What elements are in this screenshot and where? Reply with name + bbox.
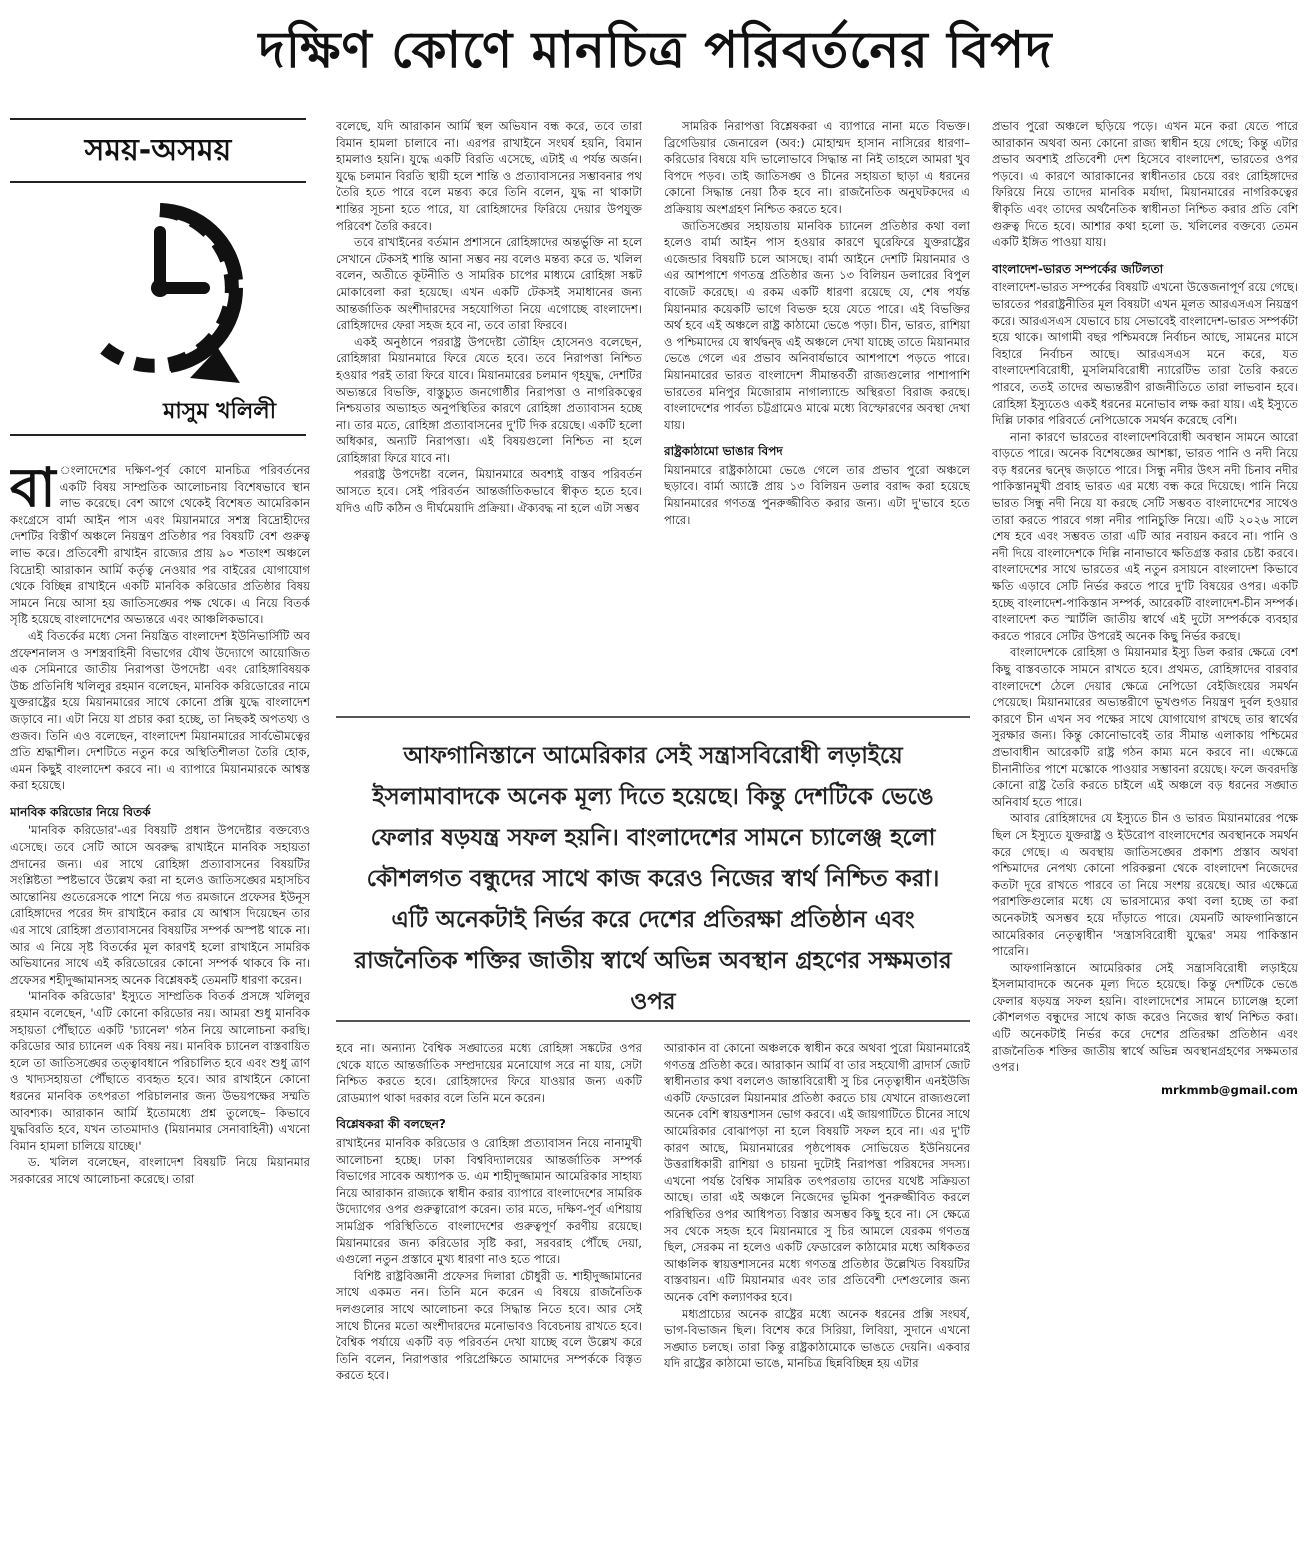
paragraph: ংলাদেশের দক্ষিণ-পূর্ব কোণে মানচিত্র পরিবর্তনের একটি বিষয় সাম্প্রতিক আলোচনায় বিশেষভাবে স্থান লাভ করেছে। বেশ আগে থেকেই বিশেষত আমেরিকান কংগ্রেসে বার্মা আইন পাস এবং মিয়ানমারে সশস্ত্র বিদ্রোহীদের দেশটির বিস্তীর্ণ অঞ্চলে নিয়ন্ত্রণ প্রতিষ্ঠার পর বিষয়টি বেশ গুরুত্ব লাভ করে। প্রতিবেশী রাখাইন রাজ্যের প্রায় ৯০ শতাংশ অঞ্চলে বিদ্রোহী আরাকান আর্মি কর্তৃত্ব নেওয়ার পর বাইরের যোগাযোগ থেকে বিচ্ছিন্ন রাখাইনে একটি মানবিক করিডোর প্রতিষ্ঠার বিষয় সামনে নিয়ে আসা হয় জাতিসঙ্ঘের পক্ষ থেকে। এ নিয়ে বিতর্ক সৃষ্টি হয়েছে বাংলাদেশের অভ্যন্তরে এবং আঞ্চলিকভাবে। bbox=[10, 463, 310, 627]
column-3 bbox=[664, 118, 970, 704]
column-2 bbox=[336, 118, 642, 704]
paragraph: বাংলাদেশ-ভারত সম্পর্কের বিষয়টি এখনো উত্তেজনাপূর্ণ রয়ে গেছে। ভারতের পররাষ্ট্রনীতির মূল বিষয়টা এখন মূলত আরএসএস নিয়ন্ত্রণ করে। আরএসএস যেভাবে চায় সেভাবেই বাংলাদেশ-ভারত সম্পর্কটা হয়ে থাকে। আগামী বছর পশ্চিমবঙ্গে নির্বাচন আছে, সামনের মাসে বিহারে নির্বাচন আছে। আরএসএস মনে করে, যত বাংলাদেশবিরোধী, মুসলিমবিরোধী ন্যারেটিভ তারা তৈরি করতে পারবে, ততই তাদের অভ্যন্তরীণ রাজনীতিতে তারা লাভবান হবে। রোহিঙ্গা ইস্যুতেও একই ধরনের মনোভাব লক্ষ করা যায়। এই ইস্যুতে দিল্লি ঢাকার পরিবর্তে নেপিডোকে সমর্থন করেছে বেশি। bbox=[992, 280, 1298, 428]
author-name: মাসুম খলিলী bbox=[163, 399, 276, 424]
subheading: বিশ্লেষকরা কী বলছেন? bbox=[336, 1117, 446, 1132]
author-email: mrkmmb@gmail.com bbox=[1160, 1082, 1298, 1097]
paragraph: এই বিতর্কের মধ্যে সেনা নিয়ন্ত্রিত বাংলাদেশ ইউনিভার্সিটি অব প্রফেশনালস ও সশস্ত্রবাহিনী বিভাগের যৌথ উদ্যোগে আয়োজিত এক সেমিনারে জাতীয় নিরাপত্তা উপদেষ্টা এবং রোহিঙ্গাবিষয়ক উচ্চ প্রতিনিধি খলিলুর রহমান বলেছেন, মানবিক করিডোরের নামে যুক্তরাষ্ট্রের হয়ে মিয়ানমারের সাথে কোনো প্রক্সি যুদ্ধে বাংলাদেশ জড়াবে না। এটা নিয়ে যা প্রচার করা হচ্ছে, তা নিছকই অপতথ্য ও গুজব। তিনি এও বলেছেন, বাংলাদেশ মিয়ানমারের সার্বভৌমত্বের প্রতি শ্রদ্ধাশীল। দেশটিতে নতুন করে অস্থিতিশীলতা তৈরি হোক, এমন কিছুই বাংলাদেশ করবে না। এ ব্যাপারে মিয়ানমারকে আশ্বস্ত করা হয়েছে। bbox=[10, 628, 310, 793]
subheading: রাষ্ট্রকাঠামো ভাঙার বিপদ bbox=[664, 444, 783, 459]
paragraph: পররাষ্ট্র উপদেষ্টা বলেন, মিয়ানমারে অবশ্যই বাস্তব পরিবর্তন আসতে হবে। সেই পরিবর্তন আন্তর্জাতিকভাবে স্বীকৃত হতে হবে। যদিও এটি কঠিন ও দীর্ঘমেয়াদি প্রক্রিয়া। ঐক্যবদ্ধ না হলে এটা সম্ভব bbox=[336, 467, 642, 515]
paragraph: ড. খলিল বলেছেন, বাংলাদেশ বিষয়টি নিয়ে মিয়ানমার সরকারের সাথে আলোচনা করেছে। তারা bbox=[10, 1155, 310, 1186]
paragraph: 'মানবিক করিডোর'-এর বিষয়টি প্রধান উপদেষ্টার বক্তব্যেও এসেছে। তবে সেটি আসে অবরুদ্ধ রাখাইনে মানবিক সহায়তা প্রদানের জন্য। এর সাথে রোহিঙ্গা প্রত্যাবাসনের বিষয়টির সংশ্লিষ্টতা স্পষ্টভাবে উল্লেখ করা না হলেও জাতিসঙ্ঘের মহাসচিব আন্তোনিয় গুতেরেসকে পাশে নিয়ে গত রমজানে প্রফেসর ইউনূস রোহিঙ্গাদের পরের ঈদ রাখাইনে করার যে আশ্বাস দিয়েছেন তার এর সাথে রোহিঙ্গা প্রত্যাবাসনের বিষয়টির সম্পর্ক অস্পষ্ট থাকে না। আর এ নিয়ে সৃষ্ট বিতর্কের মূল কারণই হলো রাখাইনে সামরিক অভিযানের সাথে এই করিডোরের কোনো সম্পর্ক থাকবে কি না। প্রফেসর শহীদুজ্জামানসহ অনেক বিশ্লেষকই তেমনটি ধারণা করেন। bbox=[10, 823, 310, 987]
paragraph: আরাকান বা কোনো অঞ্চলকে স্বাধীন করে অথবা পুরো মিয়ানমারেই গণতন্ত্র প্রতিষ্ঠা করে। আরাকান আর্মি বা তার সহযোগী ব্রাদার্স জোট স্বাধীনতার কথা বললেও জান্তাবিরোধী সু চির নেতৃত্বাধীন এনইউজি একটি ফেডারেল মিয়ানমার প্রতিষ্ঠা করতে চায় যেখানে রাজ্যগুলো অনেক বেশি স্বায়ত্তশাসন ভোগ করবে। এই জায়গাটিতে চীনের সাথে আমেরিকার বোঝাপড়া না হলে বিষয়টি সফল হবে না। এর দু'টি কারণ আছে, মিয়ানমারের পৃষ্ঠপোষক সোভিয়েত ইউনিয়নের উত্তরাধিকারী রাশিয়া ও চায়না দুটোই নিরাপত্তা পরিষদের সদস্য। এখনো পর্যন্ত বৈশ্বিক সামরিক তৎপরতায় তাদের যথেষ্ট সক্রিয়তা আছে। তারা এই অঞ্চলে নিজেদের ভূমিকা পুনরুজ্জীবিত করলে পরিস্থিতির ওপর আধিপত্য বিস্তার অসম্ভব কিছু হবে না। সে ক্ষেত্রে সব থেকে সহজ হবে মিয়ানমারে সু চির আমলে যেরকম গণতন্ত্র ছিল, সেরকম না হলেও একটি ফেডারেল কাঠামোর মধ্যে অধিকতর আঞ্চলিক স্বায়ত্তশাসনের মধ্যে গণতন্ত্র প্রতিষ্ঠার উল্লেখিত বিষয়টির বাস্তবায়ন। এটি মিয়ানমার এবং তার প্রতিবেশী দেশগুলোর জন্য অনেক বেশি কল্যাণকর হবে। bbox=[664, 1041, 970, 1304]
paragraph: মধ্যপ্রাচ্যের অনেক রাষ্ট্রের মধ্যে অনেক ধরনের প্রক্সি সংঘর্ষ, ভাগ-বিভাজন ছিল। বিশেষ করে সিরিয়া, লিবিয়া, সুদানে এখনো সঙ্ঘাত চলছে। তারা কিন্তু রাষ্ট্রকাঠামোকে ভাঙতে দেয়নি। একবার যদি রাষ্ট্রের কাঠামো ভাঙে, মানচিত্র ছিন্নবিচ্ছিন্ন হয় এটার bbox=[664, 1306, 970, 1371]
paragraph: জাতিসঙ্ঘের সহায়তায় মানবিক চ্যানেল প্রতিষ্ঠার কথা বলা হলেও বার্মা আইন পাস হওয়ার কারণে ঘুরেফিরে যুক্তরাষ্ট্রের এজেন্ডার বিষয়টি চলে আসছে। বার্মা আইনে দেশটি মিয়ানমার ও এর আশপাশে গণতন্ত্র প্রতিষ্ঠার জন্য ১৩ বিলিয়ন ডলারের বিপুল বাজেট করেছে। এ রকম একটি ধারণা রয়েছে যে, শেষ পর্যন্ত মিয়ানমার কয়েকটি ভাগে বিভক্ত হয়ে যেতে পারে। এই বিভক্তির অর্থ হবে এই অঞ্চলে রাষ্ট্র কাঠামো ভেঙে পড়া। চীন, ভারত, রাশিয়া ও পশ্চিমাদের যে স্বার্থদ্বন্দ্ব এই অঞ্চলে দেখা যাচ্ছে তাতে মিয়ানমার ভেঙে গেলে এর প্রভাব অনিবার্যভাবে আশপাশে পড়তে পারে। মিয়ানমারের ভারত বাংলাদেশ সীমান্তবর্তী রাজ্যগুলোর পাশাপাশি ভারতের মনিপুর মিজোরাম নাগাল্যান্ডে অস্থিরতা বিরাজ করছে। বাংলাদেশের পার্বত্য চট্টগ্রামেও মাঝে মধ্যে বিস্ফোরণের অবস্থা দেখা যায়। bbox=[664, 218, 970, 432]
column-badge bbox=[10, 118, 306, 183]
paragraph: প্রভাব পুরো অঞ্চলে ছড়িয়ে পড়ে। এখন মনে করা যেতে পারে আরাকান অথবা অন্য কোনো রাজ্য স্বাধীন হয়ে গেছে; কিন্তু এটার প্রভাব অবশ্যই প্রতিবেশী দেশ হিসেবে বাংলাদেশ, ভারতের ওপর পড়বে। এ কারণে আরাকানের স্বাধীনতার চেয়ে বরং রোহিঙ্গাদের ফিরিয়ে নিয়ে তাদের মানবিক মর্যাদা, মিয়ানমারের নাগরিকত্বের স্বীকৃতি এবং তাদের অর্থনৈতিক স্বাধীনতা নিশ্চিত করার প্রতি বেশি গুরুত্ব দিতে হবে। আশার কথা হলো ড. খলিলের বক্তব্যে তেমন একটি ইঙ্গিত পাওয়া যায়। bbox=[992, 119, 1298, 250]
clock-icon bbox=[40, 188, 280, 388]
paragraph: বাংলাদেশকে রোহিঙ্গা ও মিয়ানমার ইস্যু ডিল করার ক্ষেত্রে বেশ কিছু বাস্তবতাকে সামনে রাখতে হবে। প্রথমত, রোহিঙ্গাদের বারবার বাংলাদেশে ঠেলে দেয়ার ক্ষেত্রে নেপিডো বেইজিংয়ের সমর্থন পেয়েছে। মিয়ানমারের অভ্যন্তরীণে ভূখণ্ডগত নিয়ন্ত্রণ দুর্বল হওয়ার কারণে চীন এখন সব পক্ষের সাথে যোগাযোগ রাখছে তার স্বার্থের সুরক্ষার জন্য। কিন্তু কোনোভাবেই তার সীমান্ত এলাকায় পশ্চিমের প্রভাবাধীন আরেকটি রাষ্ট্র গঠন কাম্য মনে করবে না। এক্ষেত্রে চীনানীতির পাশে মস্কোকে পাওয়ার সম্ভাবনা রয়েছে। ফলে জবরদস্তি কোনো রাষ্ট্র তৈরি করতে চাইলে এই অঞ্চলে বড় ধরনের সঙ্ঘাত অনিবার্য হতে পারে। bbox=[992, 645, 1298, 809]
paragraph: সামরিক নিরাপত্তা বিশ্লেষকরা এ ব্যাপারে নানা মতে বিভক্ত। ব্রিগেডিয়ার জেনারেল (অব:) মোহাম্মদ হাসান নাসিরের ধারণা– করিডোর বিষয়ে যদি ভালোভাবে সিদ্ধান্ত না নিই তাহলে আমরা খুব বিপদে পড়ব। তাই জাতিসঙ্ঘ ও চীনের সহায়তা ছাড়া এ ধরনের কোনো সিদ্ধান্ত নেয়া ঠিক হবে না। রাজনৈতিক অনুঘটকদের এ প্রক্রিয়ায় অংশগ্রহণ নিশ্চিত করতে হবে। bbox=[664, 119, 970, 216]
paragraph: একই অনুষ্ঠানে পররাষ্ট্র উপদেষ্টা তৌহিদ হোসেনও বলেছেন, রোহিঙ্গারা মিয়ানমারে ফিরে যেতে হবে। তবে নিরাপত্তা নিশ্চিত হওয়ার পরই তারা ফিরে যাবে। মিয়ানমারের চলমান গৃহযুদ্ধ, দেশটির অভ্যন্তরে বিভক্তি, বাস্তুচ্যুত জনগোষ্ঠীর নিরাপত্তা ও নাগরিকত্বের নিশ্চয়তার অভ্যাহত অনুপস্থিতির কারণে রোহিঙ্গা প্রত্যাবাসন হচ্ছে না। তার মতে, রোহিঙ্গা প্রত্যাবাসনের দু'টি দিক রয়েছে। একটি হলো অধিকার, অন্যটি নিরাপত্তা। এই বিষয়গুলো নিশ্চিত না হলে রোহিঙ্গারা ফিরে যাবে না। bbox=[336, 334, 642, 465]
column-1 bbox=[10, 462, 310, 1557]
headline: দক্ষিণ কোণে মানচিত্র পরিবর্তনের বিপদ bbox=[258, 21, 1053, 79]
subheading: বাংলাদেশ-ভারত সম্পর্কের জটিলতা bbox=[992, 261, 1164, 276]
paragraph: আবার রোহিঙ্গাদের যে ইস্যুতে চীন ও ভারত মিয়ানমারের পক্ষে ছিল সে ইস্যুতে যুক্তরাষ্ট্র ও ইউরোপ বাংলাদেশের অবস্থানকে সমর্থন করে গেছে। এ অবস্থায় জাতিসঙ্ঘের প্রকাশ্য প্রস্তাব অথবা পশ্চিমাদের নেপথ্য কোনো পরিকল্পনা থেকে বাংলাদেশ নিজেদের কতটা দূরে রাখতে পারবে তা নিয়ে সংশয় রয়েছে। আর এক্ষেত্রে পরাশক্তিগুলোর মধ্যে যে ভারসাম্যের কথা বলা হচ্ছে তা করা অনেকটাই অসম্ভব হয়ে দাঁড়াতে পারে। যেমনটি আফগানিস্তানে আমেরিকার নেতৃত্বাধীন 'সন্ত্রাসবিরোধী যুদ্ধের' সময় পাকিস্তান পারেনি। bbox=[992, 811, 1298, 959]
pull-quote: আফগানিস্তানে আমেরিকার সেই সন্ত্রাসবিরোধী লড়াইয়ে ইসলামাবাদকে অনেক মূল্য দিতে হয়েছে। কিন্তু দেশটিকে ভেঙে ফেলার ষড়যন্ত্র সফল হয়নি। বাংলাদেশের সামনে চ্যালেঞ্জ হলো কৌশলগত বন্ধুদের সাথে কাজ করেও নিজের স্বার্থ নিশ্চিত করা। এটি অনেকটাই নির্ভর করে দেশের প্রতিরক্ষা প্রতিষ্ঠান এবং রাজনৈতিক শক্তির জাতীয় স্বার্থে অভিন্ন অবস্থান গ্রহণের সক্ষমতার ওপর bbox=[336, 716, 970, 1022]
paragraph: আফগানিস্তানে আমেরিকার সেই সন্ত্রাসবিরোধী লড়াইয়ে ইসলামাবাদকে অনেক মূল্য দিতে হয়েছে। কিন্তু দেশটিকে ভেঙে ফেলার ষড়যন্ত্র সফল হয়নি। বাংলাদেশের সামনে চ্যালেঞ্জ হলো কৌশলগত বন্ধুদের সাথে কাজ করেও নিজের স্বার্থ নিশ্চিত করা। এটি অনেকটাই নির্ভর করে দেশের প্রতিরক্ষা প্রতিষ্ঠান এবং রাজনৈতিক শক্তির জাতীয় স্বার্থে অভিন্ন অবস্থানগ্রহণের সক্ষমতার ওপর। bbox=[992, 960, 1298, 1075]
column-3-bottom bbox=[664, 1040, 970, 1557]
paragraph: তবে রাখাইনের বর্তমান প্রশাসনে রোহিঙ্গাদের অন্তর্ভুক্তি না হলে সেখানে টেকসই শান্তি আনা সম্ভব নয় বলেও মন্তব্য করে ড. খলিল বলেন, অতীতে কূটনীতি ও সামরিক চাপের মাধ্যমে রোহিঙ্গা সঙ্কট মোকাবেলা করা হয়েছে। এখন একটি টেকসই সমাধানের জন্য আন্তর্জাতিক অংশীদারদের সহযোগিতা নিয়ে এগোচ্ছে বাংলাদেশ। রোহিঙ্গাদের ফেরা সহজ হবে না, তবে তারা ফিরবে। bbox=[336, 235, 642, 333]
subheading: মানবিক করিডোর নিয়ে বিতর্ক bbox=[10, 804, 151, 819]
column-2-bottom bbox=[336, 1040, 642, 1557]
paragraph: মিয়ানমারে রাষ্ট্রকাঠামো ভেঙে গেলে তার প্রভাব পুরো অঞ্চলে ছড়াবে। বার্মা অ্যাক্টে প্রায় ১৩ বিলিয়ন ডলার বরাদ্দ করা হয়েছে মিয়ানমারের গণতন্ত্র পুনরুজ্জীবিত করার জন্য। এটা দু'ভাবে হতে পারে। bbox=[664, 462, 970, 527]
divider bbox=[10, 434, 306, 436]
paragraph: নানা কারণে ভারতের বাংলাদেশবিরোধী অবস্থান সামনে আরো বাড়তে পারে। অনেক বিশেষজ্ঞের আশঙ্কা, ভারত পানি ও নদী নিয়ে বড় ধরনের দ্বন্দ্বে জড়াতে পারে। সিন্ধু নদীর উৎস নদী চিনাব নদীর পাকিস্তানমুখী প্রবাহ ভারত এর মধ্যে বন্ধ করে দিয়েছে। পানি নিয়ে ভারত সিন্ধু নদী নিয়ে যা করছে সেটি সম্ভবত বাংলাদেশের সাথেও তারা করতে পারবে গঙ্গা নদীর পানিচুক্তি নিয়ে। এটি ২০২৬ সালে শেষ হবে এবং সম্ভবত তারা এটি আর নবায়ন করবে না। পানি ও নদী দিয়ে বাংলাদেশকে দিল্লি নানাভাবে ক্ষতিগ্রস্ত করার চেষ্টা করবে। বাংলাদেশের সাথে ভারতের এই নতুন রসায়নে বাংলাদেশ কিভাবে ক্ষতি এড়াবে সেটি নির্ভর করতে পারে দু'টি বিষয়ের ওপর। একটি হচ্ছে বাংলাদেশ-পাকিস্তান সম্পর্ক, আরেকটি বাংলাদেশ-চীন সম্পর্ক। বাংলাদেশ কত স্মার্টলি জাতীয় স্বার্থে এই দুটো সম্পর্ককে ব্যবহার করতে পারবে সেটির উপরেই অনেক কিছু নির্ভর করছে। bbox=[992, 429, 1298, 643]
divider bbox=[10, 181, 306, 183]
paragraph: 'মানবিক করিডোর' ইস্যুতে সাম্প্রতিক বিতর্ক প্রসঙ্গে খলিলুর রহমান বলেছেন, 'এটি কোনো করিডোর নয়। আমরা শুধু মানবিক সহায়তা পৌঁছাতে একটি 'চ্যানেল' গঠন নিয়ে আলোচনা করছি। করিডোর আর চ্যানেল এক বিষয় নয়। মানবিক চ্যানেল বাস্তবায়িত হলে তা জাতিসঙ্ঘের তত্ত্বাবধানে পরিচালিত হবে এবং শুধু ত্রাণ ও খাদ্যসহায়তা পৌঁছাতে ব্যবহৃত হবে। আর রাখাইনে কোনো ধরনের মানবিক তৎপরতা পরিচালনার জন্য উভয়পক্ষের সম্মতি আবশ্যক। আরাকান আর্মি ইতোমধ্যে প্রশ্ন তুলেছে– কিভাবে যুদ্ধবিরতি হবে, যখন তাতমাদাও (মিয়ানমার সেনাবাহিনী) এখনো বিমান হামলা চালিয়ে যাচ্ছে।' bbox=[10, 989, 310, 1153]
dropcap: বা bbox=[10, 462, 56, 519]
paragraph: হবে না। অন্যান্য বৈশ্বিক সঙ্ঘাতের মধ্যে রোহিঙ্গা সঙ্কটের ওপর থেকে যাতে আন্তর্জাতিক সম্প্রদায়ের মনোযোগ সরে না যায়, সেটা নিশ্চিত করতে হবে। রোহিঙ্গাদের ফিরে যাওয়ার জন্য একটি রোডম্যাপ থাকা দরকার বলে তিনি মনে করেন। bbox=[336, 1041, 642, 1105]
column-name: সময়-অসময় bbox=[84, 133, 232, 168]
paragraph: রাখাইনের মানবিক করিডোর ও রোহিঙ্গা প্রত্যাবাসন নিয়ে নানামুখী আলোচনা হচ্ছে। ঢাকা বিশ্ববিদ্যালয়ের আন্তর্জাতিক সম্পর্ক বিভাগের সাবেক অধ্যাপক ড. এম শাহীদুজ্জামান আমেরিকার সাহায্য নিয়ে আরাকান রাজ্যকে স্বাধীন করার ব্যাপারে বাংলাদেশের সামরিক উদ্যোগের ওপর গুরুত্বারোপ করেন। তার মতে, দক্ষিণ-পূর্ব এশিয়ায় সামগ্রিক পরিস্থিতিতে বাংলাদেশের গুরুত্বপূর্ণ করণীয় রয়েছে। মিয়ানমারের জন্য করিডোর সৃষ্টি করা, সরবরাহ পৌঁছে দেয়া, এগুলো নতুন প্রস্তাবে মুখ্য ধারণা নাও হতে পারে। bbox=[336, 1135, 642, 1267]
paragraph: বিশিষ্ট রাষ্ট্রবিজ্ঞানী প্রফেসর দিলারা চৌধুরী ড. শাহীদুজ্জামানের সাথে একমত নন। তিনি মনে করেন এ বিষয়ে রাজনৈতিক দলগুলোর সাথে আলোচনা করে সিদ্ধান্ত নিতে হবে। আর সেই সাথে চীনের মতো অংশীদারদের মনোভাবও বিবেচনায় রাখতে হবে। বৈশ্বিক পর্যায়ে একটি বড় পরিবর্তন দেখা যাচ্ছে বলে উল্লেখ করে তিনি বলেন, নিরাপত্তার পরিপ্রেক্ষিতে আমাদের সম্পর্ককে বিস্তৃত করতে হবে। bbox=[336, 1268, 642, 1383]
column-4 bbox=[992, 118, 1298, 1557]
paragraph: বলেছে, যদি আরাকান আর্মি স্থল অভিযান বন্ধ করে, তবে তারা বিমান হামলা চালাবে না। এরপর রাখাইনে সংঘর্ষ হয়নি, বিমান হামলাও হয়নি। যুদ্ধে একটি বিরতি এসেছে, এটাই এ পর্যন্ত অর্জন। যুদ্ধে চলমান বিরতি স্থায়ী হলে শান্তি ও প্রত্যাবাসনের সম্ভাবনার পথ তৈরি হতে পারে বলে মন্তব্য করে তিনি বলেন, যুদ্ধ না থাকাটা শান্তির সূচনা হতে পারে, যা রোহিঙ্গাদের ফিরিয়ে দেয়ার উপযুক্ত পরিবেশ তৈরি করবে। bbox=[336, 119, 642, 233]
